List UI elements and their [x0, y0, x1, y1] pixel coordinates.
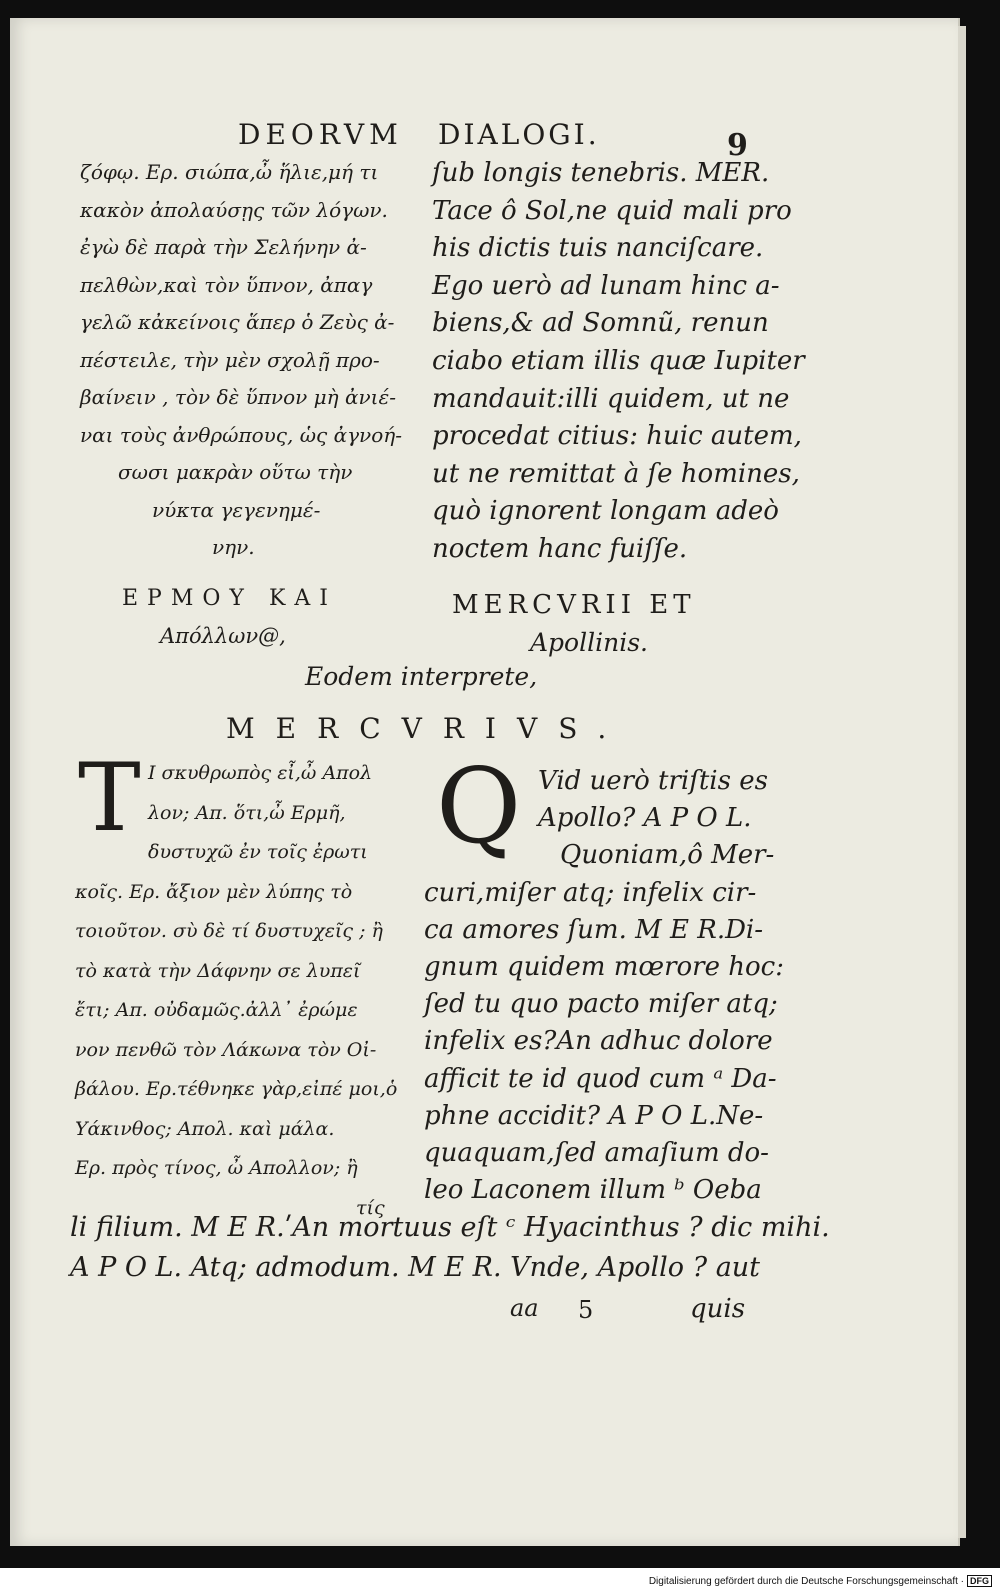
page-edge	[958, 26, 966, 1538]
latin-line: Quoniam,ô Mer-	[560, 840, 775, 871]
speaker-heading: MERCVRIVS.	[226, 712, 628, 745]
bottom-line-2: A P O L. Atq; admodum. M E R. Vnde, Apollo ? aut	[70, 1252, 761, 1283]
dropcap-latin: Q	[436, 745, 522, 867]
greek-line: ναι τοὺς ἀνθρώπους, ὡς ἀγνοή-	[80, 422, 402, 447]
greek-line: Ι σκυθρωπὸς εἶ,ὦ Απολ	[148, 762, 373, 784]
latin-line: his dictis tuis nanciſcare.	[432, 233, 764, 264]
greek-line: τίς	[356, 1196, 385, 1219]
latin-line: infelix es?An adhuc dolore	[424, 1026, 773, 1057]
latin-line: Vid uerò triſtis es	[538, 766, 768, 796]
greek-line: γελῶ κἀκείνοις ἅπερ ὁ Ζεὺς ἀ-	[80, 310, 395, 334]
latin-line: Ego uerò ad lunam hinc a-	[432, 270, 780, 301]
greek-line: νύκτα γεγενημέ-	[152, 497, 321, 522]
page-number: 9	[727, 128, 748, 163]
signature-mark: aa	[510, 1294, 539, 1322]
greek-line: τοιοῦτον. σὺ δὲ τί δυστυχεῖς ; ἢ	[75, 920, 383, 942]
latin-line: ca amores ſum. M E R.Di-	[424, 914, 764, 945]
greek-line: νον πενθῶ τὸν Λάκωνα τὸν Οἰ-	[75, 1038, 377, 1061]
latin-line: curi,miſer atq; infelix cir-	[424, 877, 757, 908]
section-title-greek-2: Απόλλων@,	[160, 624, 286, 648]
greek-line: πελθὼν,καὶ τὸν ὕπνον, ἀπαγ	[80, 272, 373, 297]
latin-line: ut ne remittat à ſe homines,	[432, 458, 800, 489]
latin-line: afficit te id quod cum ᵃ Da-	[424, 1063, 777, 1094]
greek-line: Υάκινθος; Απολ. καὶ μάλα.	[75, 1117, 335, 1140]
greek-line: λον; Απ. ὅτι,ὦ Ερμῆ,	[148, 801, 346, 824]
signature-number: 5	[578, 1296, 594, 1324]
greek-line: κοῖς. Ερ. ἄξιον μὲν λύπης τὸ	[75, 880, 353, 903]
latin-line: Tace ô Sol,ne quid mali pro	[432, 195, 792, 226]
greek-line: ἐγὼ δὲ παρὰ τὴν Σελήνην ἀ-	[80, 235, 367, 259]
greek-line: δυστυχῶ ἐν τοῖς ἐρωτι	[148, 841, 368, 863]
section-title-latin-2: Apollinis.	[530, 628, 648, 657]
latin-line: procedat citius: huic autem,	[432, 421, 802, 452]
greek-line: βάλου. Ερ.τέθνηκε γὰρ,εἰπέ μοι,ὁ	[75, 1078, 398, 1100]
running-header-left: DEORVM	[238, 118, 403, 151]
latin-line: Apollo? A P O L.	[538, 803, 752, 834]
greek-line: σωσι μακρὰν οὕτω τὴν	[118, 460, 353, 484]
catchword: quis	[690, 1294, 746, 1324]
digitization-footer	[649, 1574, 992, 1588]
latin-line: mandauit:illi quidem, ut ne	[432, 383, 790, 414]
footer-text: Digitalisierung gefördert durch die Deutsche Forschungsgemeinschaft ·	[648, 1575, 964, 1587]
section-title-greek-1: ΕΡΜΟΥ ΚΑΙ	[122, 586, 337, 611]
dropcap-greek: T	[78, 744, 141, 853]
running-header-right: DIALOGI.	[438, 118, 600, 151]
greek-line: πέστειλε, τὴν μὲν σχολῇ προ-	[80, 347, 380, 372]
bottom-line-1: li filium. M E R.ʹAn mortuus eſt ᶜ Hyacinthus ? dic mihi.	[70, 1212, 830, 1243]
latin-line: gnum quidem mœrore hoc:	[424, 952, 784, 982]
latin-line: biens,& ad Somnũ, renun	[432, 308, 769, 339]
greek-line: ἔτι; Απ. οὐδαμῶς.ἀλλ᾿ ἐρώμε	[75, 999, 358, 1021]
latin-line: ſub longis tenebris. MER.	[432, 158, 770, 188]
latin-line: phne accidit? A P O L.Ne-	[424, 1100, 764, 1131]
latin-line: ſed tu quo pacto miſer atq;	[424, 989, 778, 1020]
latin-line: leo Laconem illum ᵇ Oeba	[424, 1175, 762, 1206]
greek-line: νην.	[212, 535, 255, 559]
greek-line: τὸ κατὰ τὴν Δάφνην σε λυπεῖ	[75, 959, 361, 982]
latin-line: quaquam,ſed amaſium do-	[424, 1138, 769, 1168]
greek-line: κακὸν ἀπολαύσῃς τῶν λόγων.	[80, 197, 388, 222]
greek-line: βαίνειν , τὸν δὲ ὕπνον μὴ ἀνιέ-	[80, 385, 396, 409]
dfg-logo: DFG	[967, 1575, 992, 1587]
greek-line: ζόφῳ. Ερ. σιώπα,ὦ ἥλιε,μή τι	[80, 160, 379, 184]
section-title-latin-1: MERCVRII ET	[452, 590, 696, 620]
interpreter-note: Eodem interprete,	[305, 662, 538, 691]
greek-line: Ερ. πρὸς τίνος, ὦ Απολλον; ἢ	[75, 1157, 358, 1179]
latin-line: quò ignorent longam adeò	[432, 496, 779, 527]
latin-line: noctem hanc fuiſſe.	[432, 534, 688, 564]
latin-line: ciabo etiam illis quæ Iupiter	[432, 346, 805, 376]
